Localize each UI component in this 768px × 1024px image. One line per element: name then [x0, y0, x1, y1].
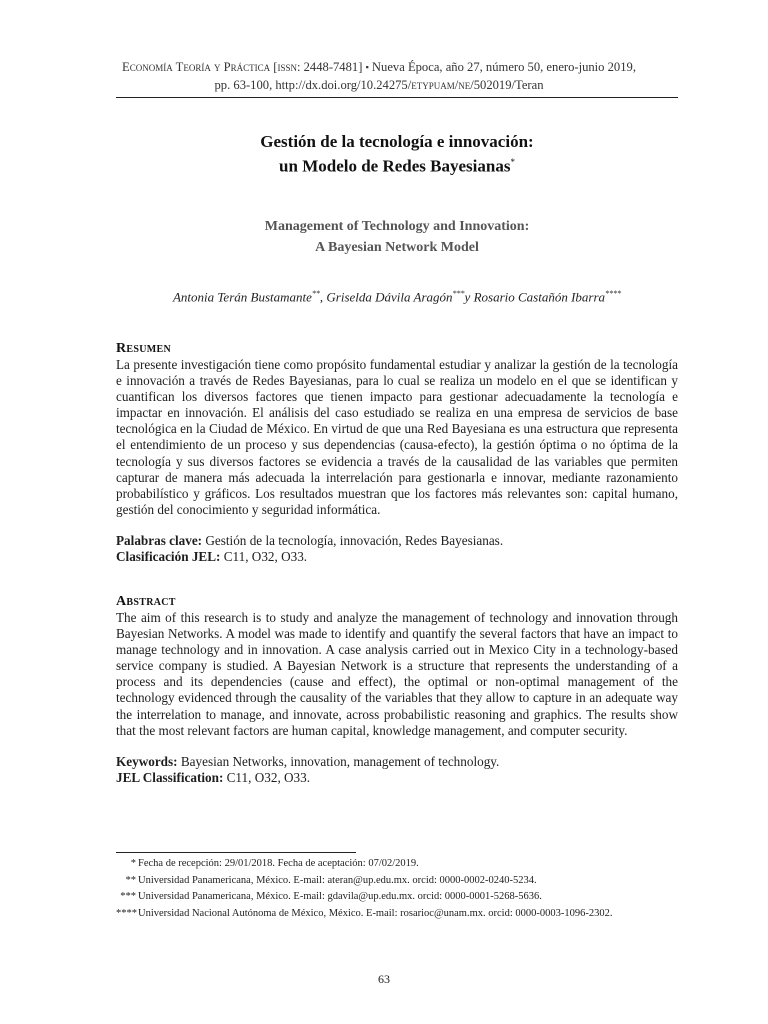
- header-rule: [116, 97, 678, 98]
- abstract-keywords-label: Keywords:: [116, 753, 178, 769]
- title-line-2-text: un Modelo de Redes Bayesianas: [279, 156, 511, 176]
- journal-pages: pp. 63-100, http://dx.doi.org/10.24275/: [214, 78, 412, 92]
- abstract-text: The aim of this research is to study and analyze the management of technology and innovation through Bayesian Networks. A model was made to identify and quantify the several factors that have an impact to manage technology and in innovation. A case analysis carried out in Mexico City in a technology-based service company is studied. A Bayesian Network is a structure that represents the understanding of a process and its dependencies (cause and effect), the optimal or non-optimal management of the technology evidenced through the causality of the variables that they allow to capture in an adequate way the interrelation to manage, and innovate, across probabilistic reasoning and graphics. The results show that the most relevant factors are human capital, knowledge management, and computer security.: [116, 610, 678, 738]
- journal-doi-code: etypuam/ne: [411, 78, 471, 92]
- journal-issue: Nueva Época, año 27, número 50, enero-junio 2019,: [371, 60, 636, 74]
- abstract-jel-label: JEL Classification:: [116, 769, 224, 785]
- page-number: 63: [378, 972, 390, 986]
- journal-doi-suffix: /502019/Teran: [470, 78, 544, 92]
- author-1-mark: **: [311, 289, 320, 298]
- title-line-1: Gestión de la tecnología e innovación:: [260, 132, 534, 151]
- footnote: [116, 856, 678, 873]
- author-list: [116, 285, 678, 306]
- title-footnote-mark: *: [510, 157, 515, 167]
- footnote-mark: **: [125, 874, 136, 886]
- author-3: y Rosario Castañón Ibarra: [464, 289, 606, 305]
- footnote-mark: *: [130, 858, 136, 869]
- abstract-jel: [116, 770, 678, 786]
- footnote-mark: ****: [116, 907, 137, 919]
- resumen-keywords-value: Gestión de la tecnología, innovación, Redes Bayesianas.: [202, 532, 504, 548]
- footnote-text: Universidad Panamericana, México. E-mail: gdavila@up.edu.mx. orcid: 0000-0001-5268-5636.: [138, 891, 542, 902]
- resumen-jel-label: Clasificación JEL:: [116, 548, 221, 564]
- article-subtitle: [116, 216, 678, 258]
- title-line-2: [116, 152, 678, 177]
- author-2-mark: ***: [452, 289, 465, 298]
- footnote-text: Fecha de recepción: 29/01/2018. Fecha de aceptación: 07/02/2019.: [138, 858, 419, 869]
- resumen-text: La presente investigación tiene como propósito fundamental estudiar y analizar la gestión de la tecnología e innovación a través de Redes Bayesianas, para lo cual se realiza un modelo en el que se identifican y cuantifican los diversos factores que tienen impacto para gestionar adecuadamente la tecnología e impactar en innovación. El análisis del caso estudiado se realiza en una empresa de servicios de base tecnológica en la Ciudad de México. En virtud de que una Red Bayesiana es una estructura que representa el entendimiento de un proceso y sus dependencias (causa-efecto), la gestión óptima o no óptima de la tecnología y sus diversos factores se evidencia a través de la causalidad de las variables que permiten capturar de manera más adecuada la interrelación para gestionarla e innovar, mediante razonamiento probabilístico y gráficos. Los resultados muestran que los factores más relevantes son: capital humano, gestión del conocimiento y seguridad informática.: [116, 357, 678, 517]
- abstract-keywords-value: Bayesian Networks, innovation, management of technology.: [177, 753, 500, 769]
- resumen-jel-value: C11, O32, O33.: [220, 548, 308, 564]
- resumen-keywords-label: Palabras clave:: [116, 532, 203, 548]
- article-title: [116, 132, 678, 177]
- footnote-rule: [116, 852, 356, 853]
- header-line-2: [80, 76, 678, 94]
- abstract-keywords: [116, 754, 678, 770]
- footnote: [116, 873, 678, 890]
- footnote-mark: ***: [120, 891, 136, 902]
- author-1: Antonia Terán Bustamante: [172, 289, 312, 305]
- resumen-section: [116, 341, 678, 565]
- resumen-jel: [116, 549, 678, 565]
- subtitle-line-2: A Bayesian Network Model: [315, 240, 479, 255]
- author-2: , Griselda Dávila Aragón: [319, 289, 453, 305]
- abstract-section: [116, 594, 678, 786]
- subtitle-line-1: Management of Technology and Innovation:: [264, 219, 530, 234]
- journal-header: [80, 58, 678, 94]
- header-bullet: ▪: [365, 62, 369, 72]
- footnote-text: Universidad Panamericana, México. E-mail: ateran@up.edu.mx. orcid: 0000-0002-0240-5234.: [138, 874, 537, 886]
- journal-issn: [issn: 2448-7481]: [273, 60, 363, 74]
- header-line-1: [80, 58, 678, 76]
- journal-name: Economía Teoría y Práctica: [122, 60, 271, 74]
- footnote: [116, 906, 678, 923]
- footnote-text: Universidad Nacional Autónoma de México, México. E-mail: rosarioc@unam.mx. orcid: 0000-0003-1096-2302.: [138, 907, 613, 919]
- author-3-mark: ****: [605, 289, 622, 298]
- abstract-jel-value: C11, O32, O33.: [223, 769, 311, 785]
- resumen-keywords: [116, 533, 678, 549]
- abstract-heading: Abstract: [116, 594, 176, 609]
- footnotes: [116, 856, 678, 922]
- resumen-heading: Resumen: [116, 341, 171, 356]
- footnote: [116, 889, 678, 906]
